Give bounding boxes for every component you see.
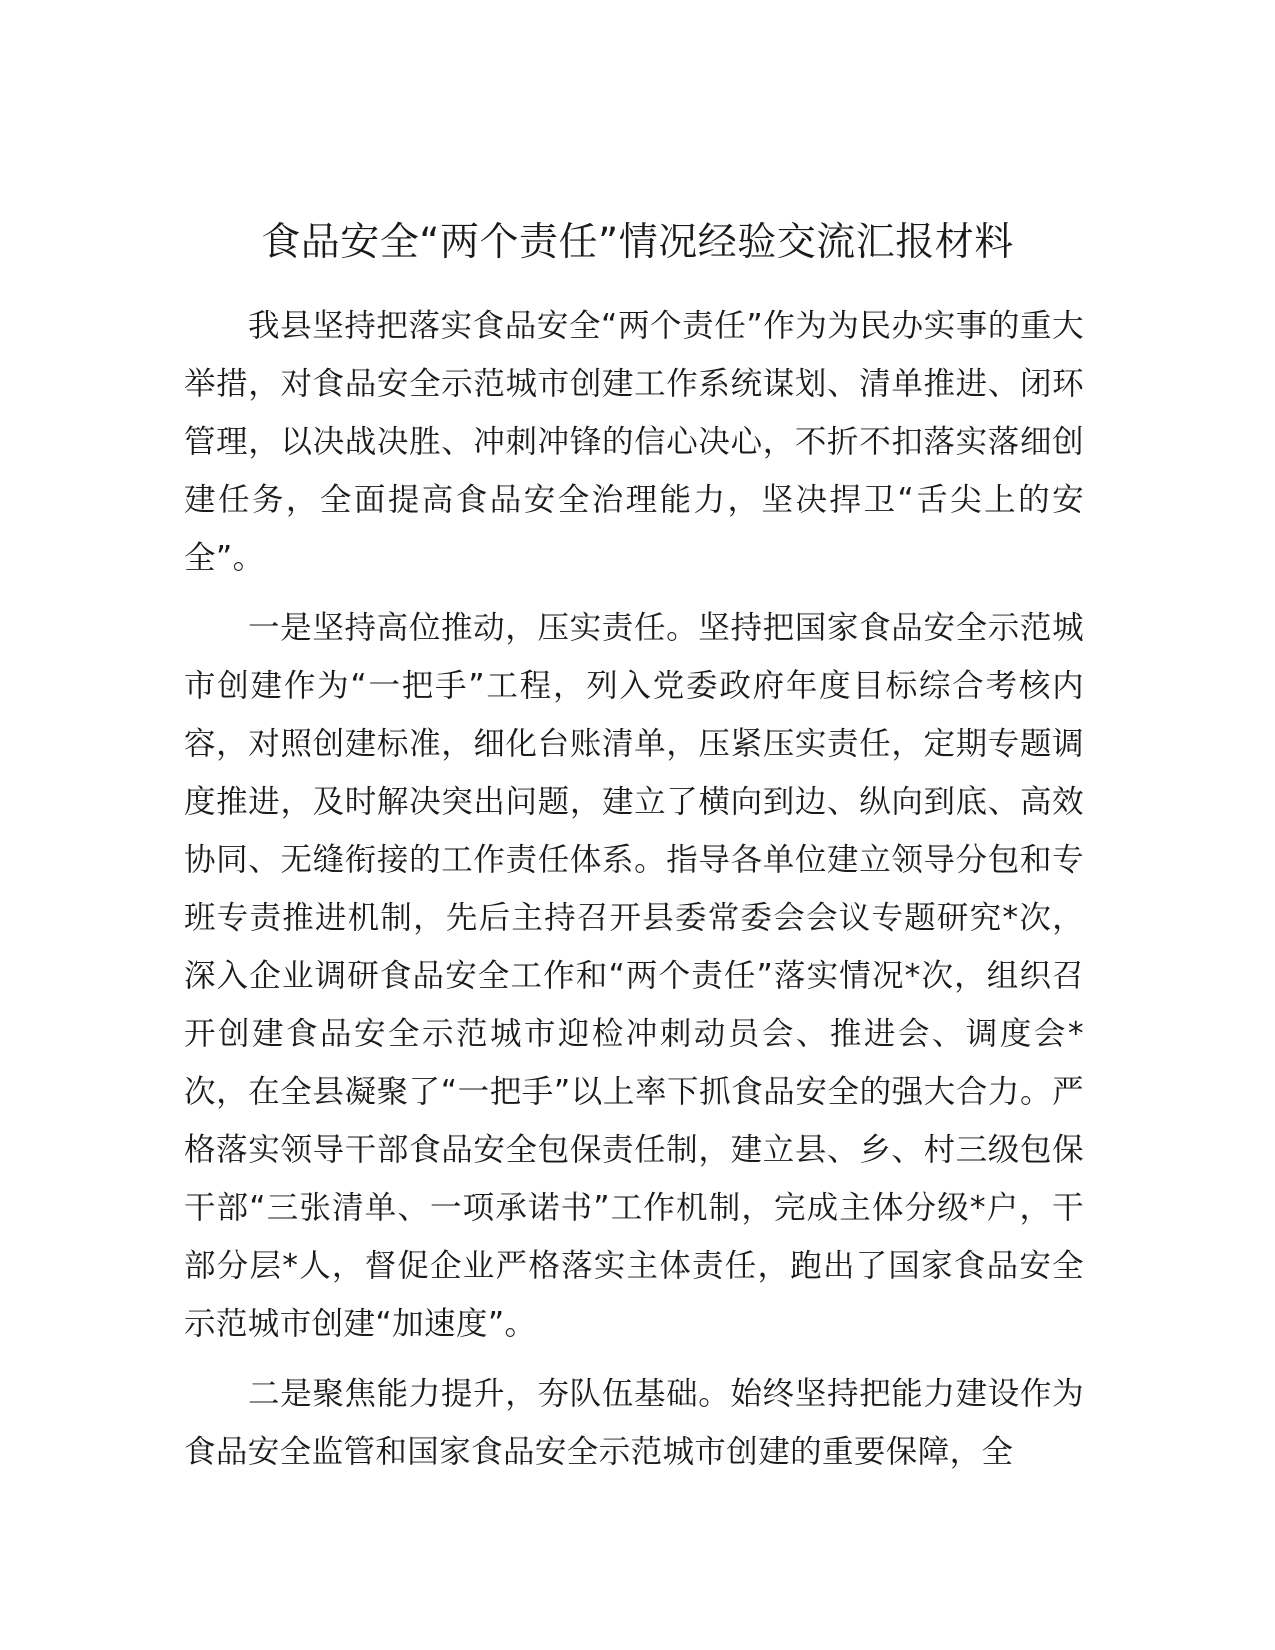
document-body bbox=[184, 297, 1084, 1493]
paragraph-intro: 我县坚持把落实食品安全“两个责任”作为为民办实事的重大举措，对食品安全示范城市创建工作系统谋划、清单推进、闭环管理，以决战决胜、冲刺冲锋的信心决心，不折不扣落实落细创建任务，全面提高食品安全治理能力，坚决捍卫“舌尖上的安全”。 bbox=[184, 308, 1084, 576]
document-title: 食品安全“两个责任”情况经验交流汇报材料 bbox=[261, 220, 1014, 265]
paragraph-capacity: 二是聚焦能力提升，夯队伍基础。始终坚持把能力建设作为食品安全监管和国家食品安全示范城市创建的重要保障，全 bbox=[184, 1376, 1084, 1470]
paragraph-responsibility: 一是坚持高位推动，压实责任。坚持把国家食品安全示范城市创建作为“一把手”工程，列入党委政府年度目标综合考核内容，对照创建标准，细化台账清单，压紧压实责任，定期专题调度推进，及时解决突出问题，建立了横向到边、纵向到底、高效协同、无缝衔接的工作责任体系。指导各单位建立领导分包和专班专责推进机制，先后主持召开县委常委会会议专题研究*次，深入企业调研食品安全工作和“两个责任”落实情况*次，组织召开创建食品安全示范城市迎检冲刺动员会、推进会、调度会*次，在全县凝聚了“一把手”以上率下抓食品安全的强大合力。严格落实领导干部食品安全包保责任制，建立县、乡、村三级包保干部“三张清单、一项承诺书”工作机制，完成主体分级*户，干部分层*人，督促企业严格落实主体责任，跑出了国家食品安全示范城市创建“加速度”。 bbox=[184, 610, 1084, 1342]
